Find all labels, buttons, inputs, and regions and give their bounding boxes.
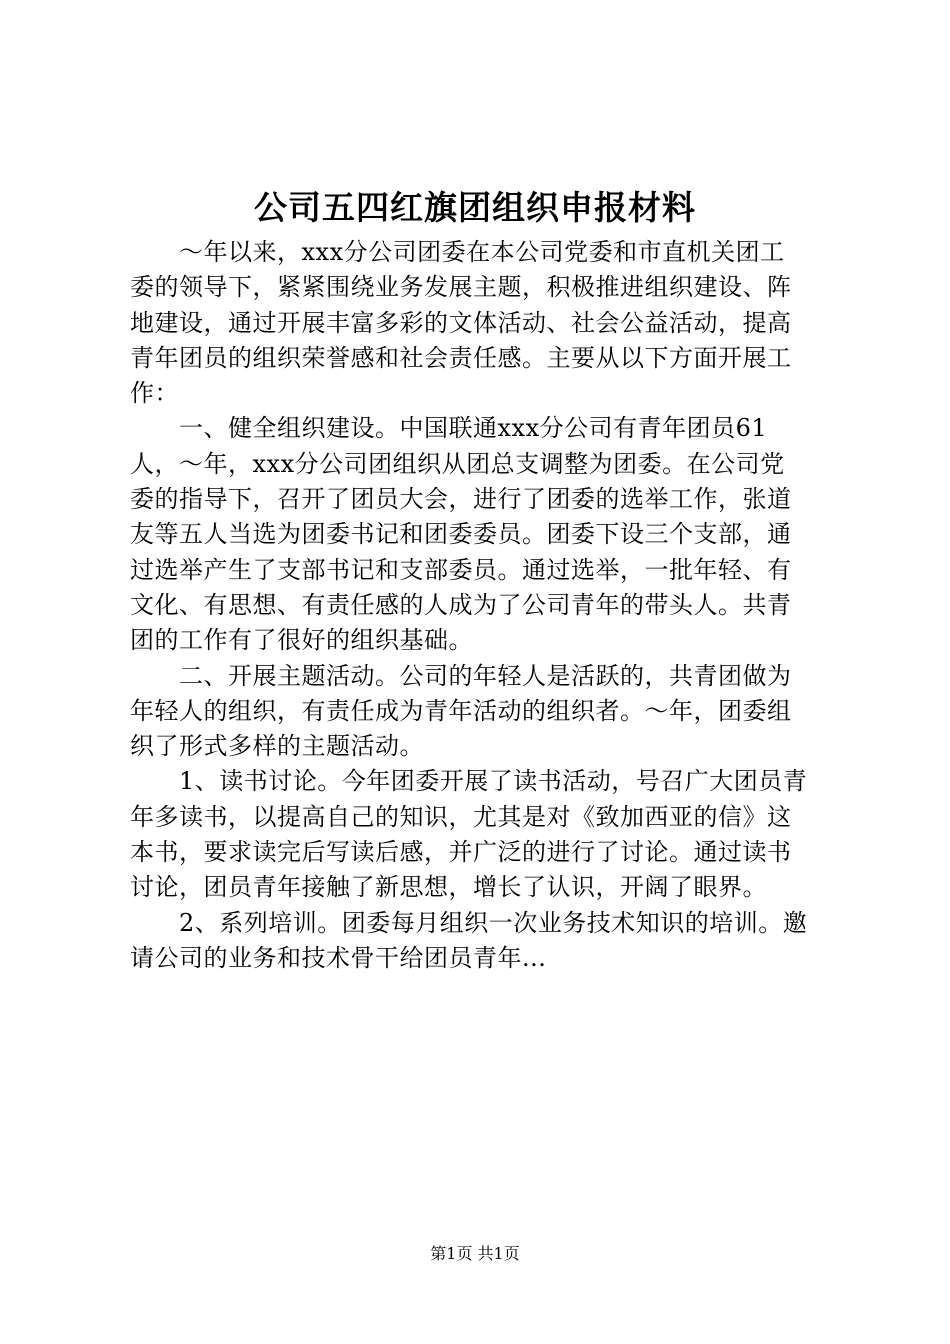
body-line: 二、开展主题活动。公司的年轻人是活跃的，共青团做为 <box>130 661 792 690</box>
body-line: 织了形式多样的主题活动。 <box>130 732 424 761</box>
document-title: 公司五四红旗团组织申报材料 <box>254 188 696 227</box>
body-line: 地建设，通过开展丰富多彩的文体活动、社会公益活动，提高 <box>130 308 792 337</box>
body-line: 青年团员的组织荣誉感和社会责任感。主要从以下方面开展工 <box>130 343 792 372</box>
body-line: 年多读书，以提高自己的知识，尤其是对《致加西亚的信》这 <box>130 802 792 831</box>
body-line: 本书，要求读完后写读后感，并广泛的进行了讨论。通过读书 <box>130 838 792 867</box>
body-line: 文化、有思想、有责任感的人成为了公司青年的带头人。共青 <box>130 590 792 619</box>
body-line: 委的领导下，紧紧围绕业务发展主题，积极推进组织建设、阵 <box>130 273 792 302</box>
body-line: 作： <box>130 379 179 408</box>
body-line: 1、读书讨论。今年团委开展了读书活动，号召广大团员青 <box>130 767 808 796</box>
page-footer: 第1页 共1页 <box>430 1244 520 1263</box>
body-line: 讨论，团员青年接触了新思想，增长了认识，开阔了眼界。 <box>130 873 767 902</box>
body-line: 请公司的业务和技术骨干给团员青年... <box>130 943 547 972</box>
body-line: 过选举产生了支部书记和支部委员。通过选举，一批年轻、有 <box>130 555 792 584</box>
body-line: 一、健全组织建设。中国联通xxx分公司有青年团员61 <box>130 414 768 443</box>
body-line: ～年以来，xxx分公司团委在本公司党委和市直机关团工 <box>130 238 785 266</box>
body-line: 年轻人的组织，有责任成为青年活动的组织者。～年，团委组 <box>130 696 792 725</box>
body-line: 2、系列培训。团委每月组织一次业务技术知识的培训。邀 <box>130 908 808 937</box>
document-body <box>130 235 830 976</box>
body-line: 委的指导下，召开了团员大会，进行了团委的选举工作，张道 <box>130 485 792 514</box>
body-line: 人，～年，xxx分公司团组织从团总支调整为团委。在公司党 <box>130 449 785 478</box>
body-line: 团的工作有了很好的组织基础。 <box>130 626 473 655</box>
body-line: 友等五人当选为团委书记和团委委员。团委下设三个支部，通 <box>130 520 792 549</box>
